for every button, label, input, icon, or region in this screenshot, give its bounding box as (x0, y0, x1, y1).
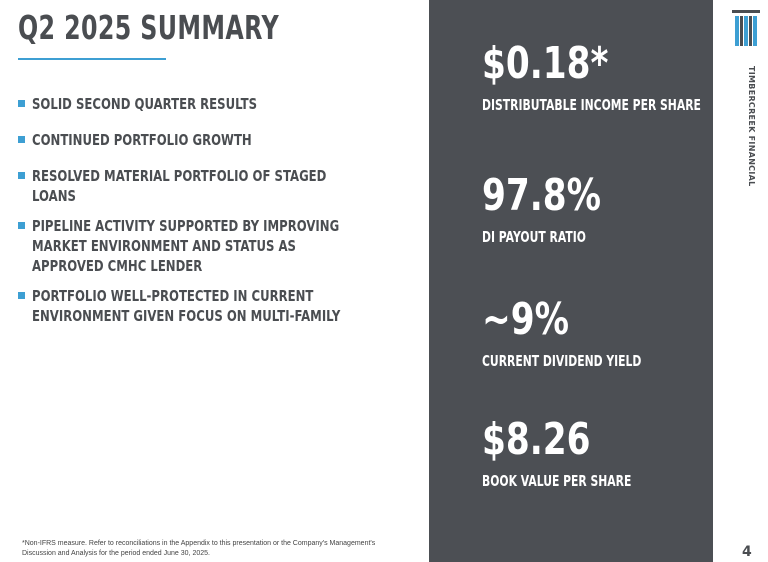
square-bullet-icon (18, 100, 25, 107)
metric-value: ~9% (482, 294, 570, 345)
metric-value: $8.26 (482, 414, 591, 465)
metric-dividend-yield (482, 296, 703, 370)
bullet-item (16, 94, 436, 114)
bullet-item (16, 166, 436, 206)
title-underline (18, 58, 166, 60)
page-title: Q2 2025 SUMMARY (18, 8, 280, 47)
brand-name: TIMBERCREEK FINANCIAL (747, 66, 756, 187)
bullet-text: PORTFOLIO WELL-PROTECTED IN CURRENT ENVIRONMENT GIVEN FOCUS ON MULTI-FAMILY (32, 287, 341, 325)
metric-label: BOOK VALUE PER SHARE (482, 472, 632, 490)
bullet-text: RESOLVED MATERIAL PORTFOLIO OF STAGED LOANS (32, 167, 327, 205)
square-bullet-icon (18, 292, 25, 299)
bullet-item (16, 216, 436, 276)
metric-label: DI PAYOUT RATIO (482, 228, 586, 246)
metric-value: $0.18* (482, 38, 609, 89)
metric-value: 97.8% (482, 170, 602, 221)
bullet-text: PIPELINE ACTIVITY SUPPORTED BY IMPROVING MARKET ENVIRONMENT AND STATUS AS APPROVED CMHC LENDER (32, 217, 340, 275)
bullet-item (16, 130, 436, 150)
bullet-item (16, 286, 436, 326)
square-bullet-icon (18, 172, 25, 179)
bullet-text: CONTINUED PORTFOLIO GROWTH (32, 131, 252, 149)
metric-label: DISTRIBUTABLE INCOME PER SHARE (482, 96, 701, 114)
page-number: 4 (742, 544, 752, 560)
metric-di-payout-ratio (482, 172, 635, 246)
metric-label: CURRENT DIVIDEND YIELD (482, 352, 642, 370)
timbercreek-logo-icon (732, 10, 760, 46)
square-bullet-icon (18, 136, 25, 143)
metric-distributable-income (482, 40, 768, 114)
bullet-text: SOLID SECOND QUARTER RESULTS (32, 95, 258, 113)
square-bullet-icon (18, 222, 25, 229)
footnote: *Non-IFRS measure. Refer to reconciliations in the Appendix to this presentation or the Company's Management's Discussion and Analysis for the period ended June 30, 2025. (22, 540, 376, 557)
summary-bullet-list (16, 94, 436, 341)
metric-book-value (482, 416, 689, 490)
metrics-panel (429, 0, 713, 562)
